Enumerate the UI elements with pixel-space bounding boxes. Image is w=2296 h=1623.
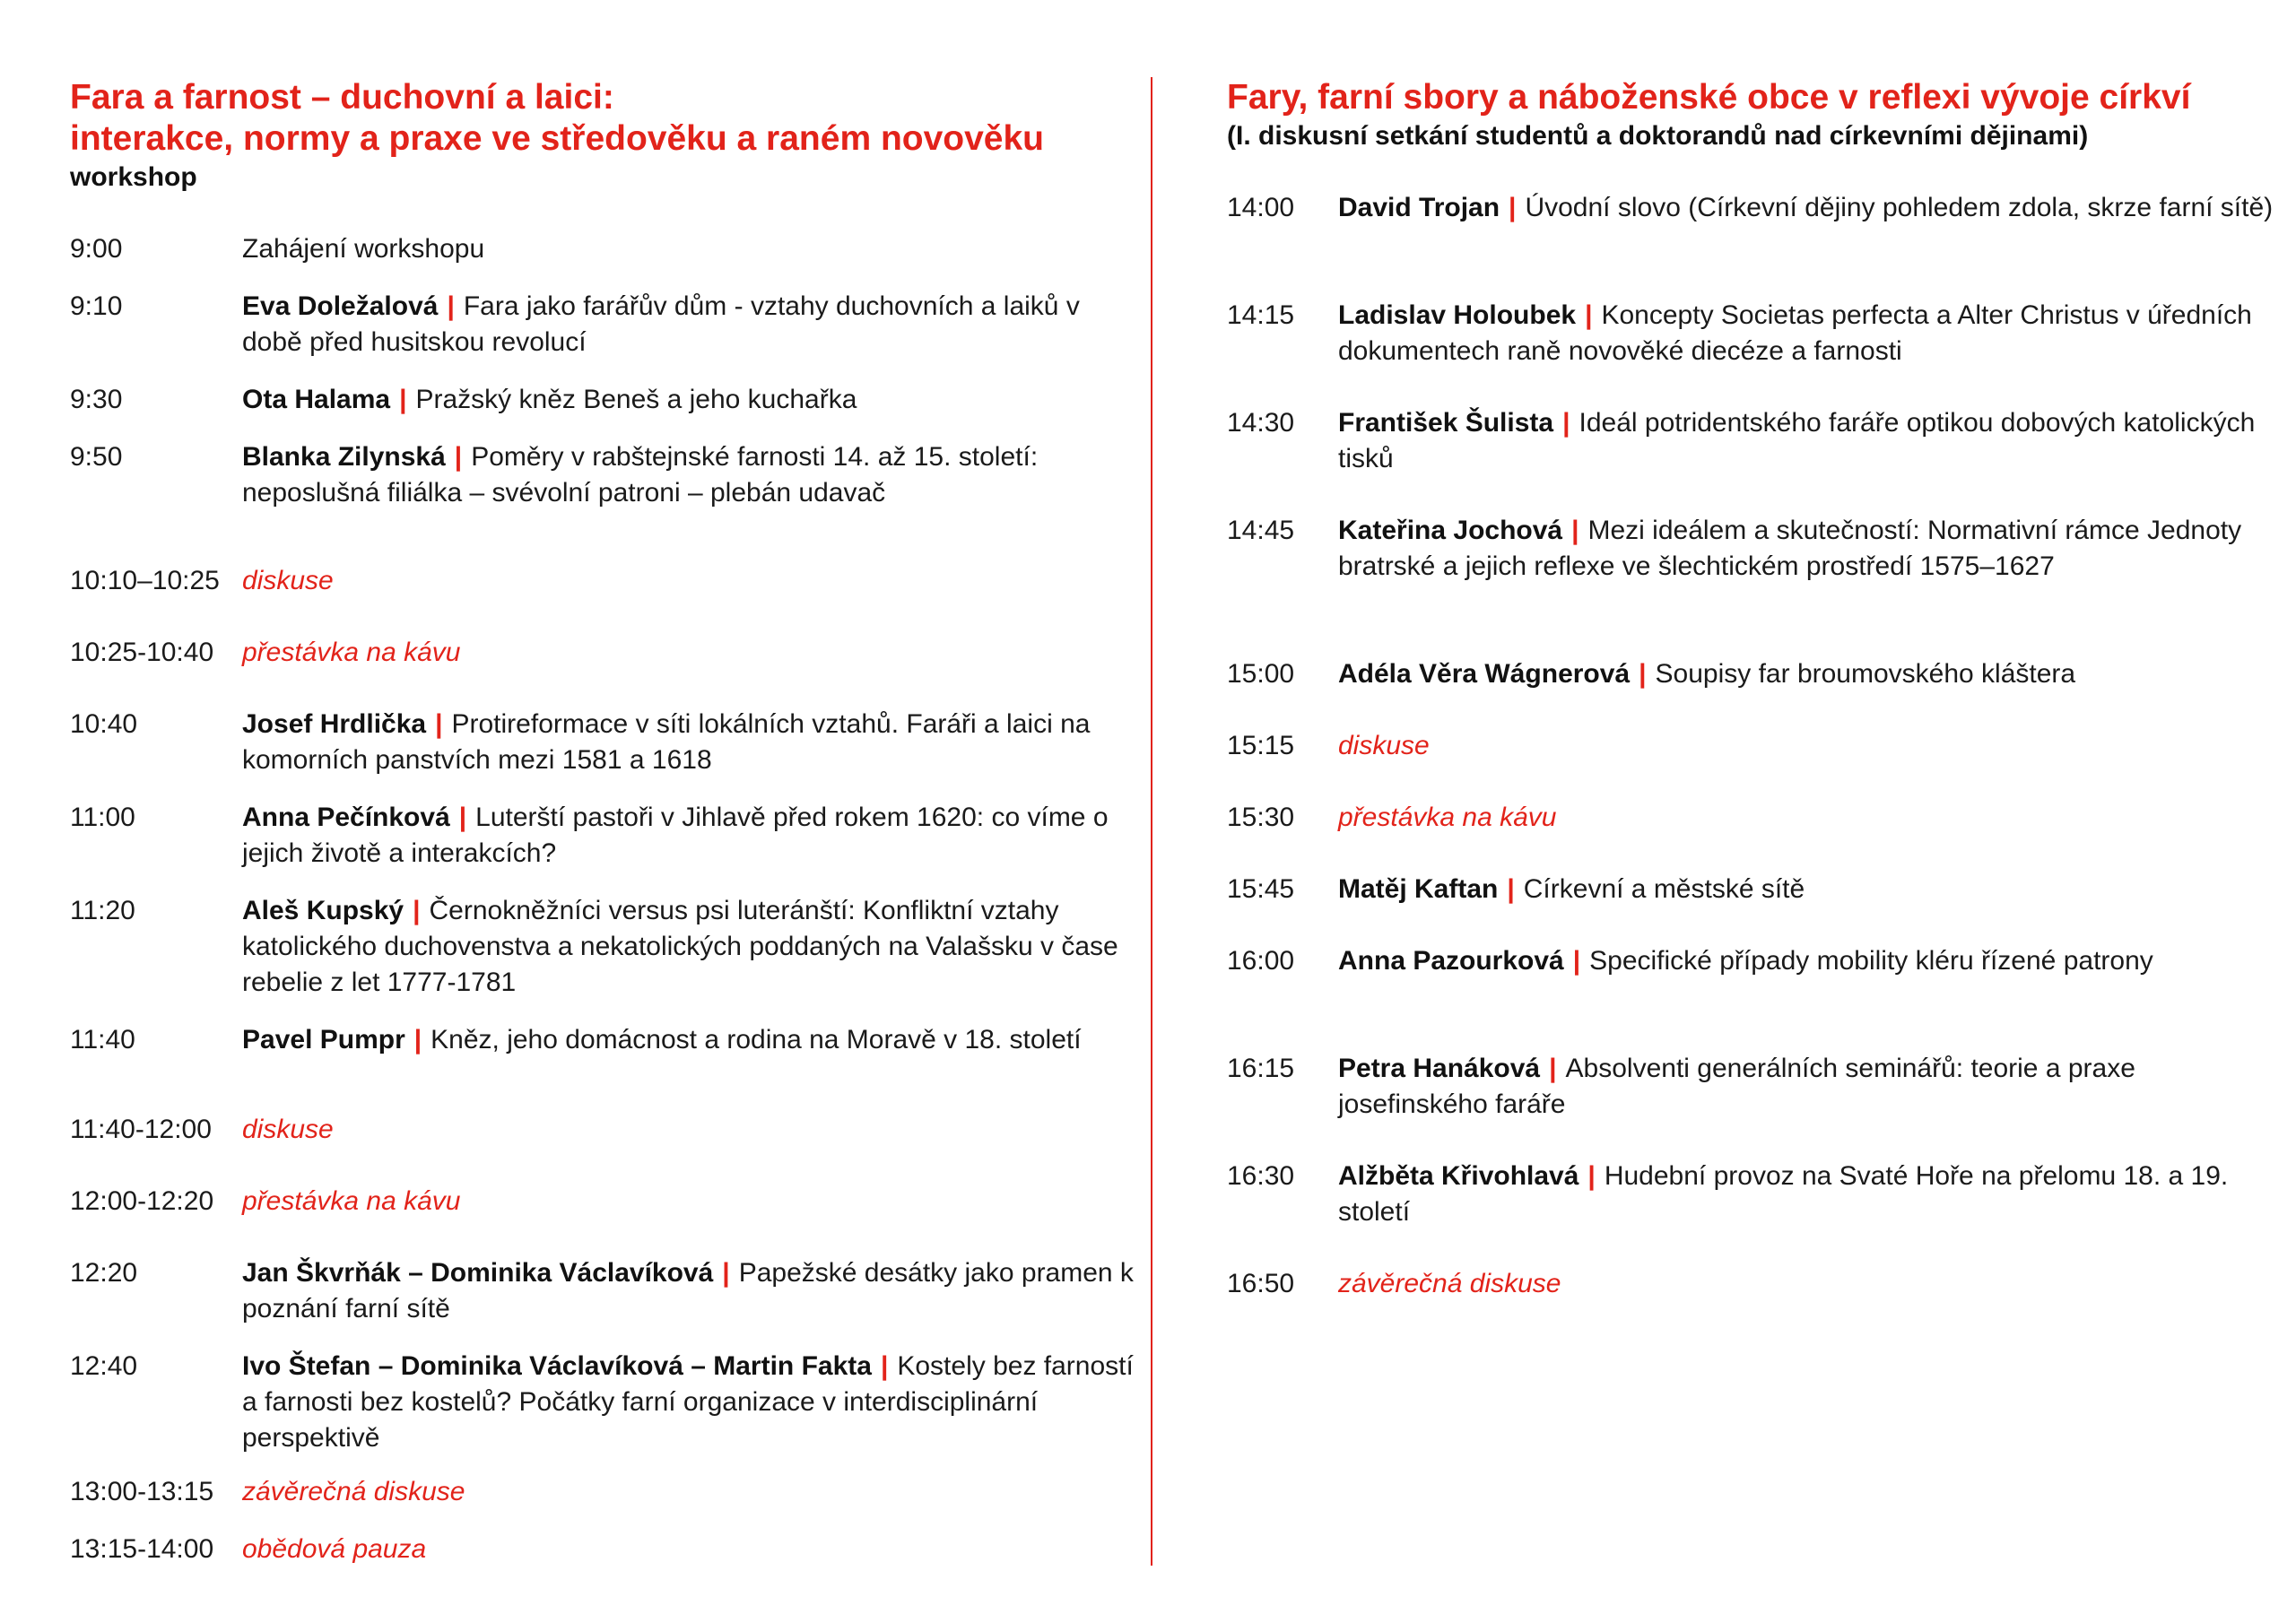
speaker-name: Eva Doležalová: [242, 291, 439, 321]
separator: |: [1507, 874, 1515, 904]
separator: |: [458, 803, 467, 832]
break-note: přestávka na kávu: [242, 1186, 461, 1216]
separator: |: [399, 385, 407, 414]
speaker-name: Matěj Kaftan: [1338, 874, 1499, 904]
program-topic: Úvodní slovo (Církevní dějiny pohledem zdola, skrze farní sítě): [1525, 193, 2274, 222]
program-text: [1338, 872, 2289, 907]
separator: |: [1587, 1161, 1596, 1191]
program-text: [242, 1184, 1139, 1219]
program-time: 11:20: [70, 896, 135, 925]
program-text: [242, 1255, 1139, 1327]
program-text: [242, 635, 1139, 671]
program-time: 9:50: [70, 442, 123, 472]
program-time: 9:00: [70, 234, 123, 264]
right-subtitle: (I. diskusní setkání studentů a doktorandů nad církevními dějinami): [1227, 121, 2089, 151]
program-time: 16:50: [1227, 1269, 1295, 1298]
speaker-name: Jan Škvrňák – Dominika Václavíková: [242, 1258, 714, 1288]
break-note: diskuse: [242, 1115, 334, 1144]
speaker-name: Ladislav Holoubek: [1338, 300, 1577, 330]
break-note: závěrečná diskuse: [1338, 1269, 1561, 1298]
program-time: 12:40: [70, 1351, 138, 1381]
speaker-name: Adéla Věra Wágnerová: [1338, 659, 1631, 689]
program-text: [1338, 513, 2289, 585]
program-topic: Protireformace v síti lokálních vztahů. Faráři a laici na komorních panstvích mezi 1581 a 1618: [242, 709, 1091, 775]
separator: |: [435, 709, 443, 739]
left-title-line2: interakce, normy a praxe ve středověku a raném novověku: [70, 119, 1045, 158]
program-text: [1338, 800, 2289, 836]
left-title-line1: Fara a farnost – duchovní a laici:: [70, 78, 614, 117]
program-time: 12:20: [70, 1258, 138, 1288]
program-topic: Černokněžníci versus psi luteránští: Konfliktní vztahy katolického duchovenstva a nekatolických poddaných na Valašsku v čase rebelie z let 1777-1781: [242, 896, 1118, 997]
program-text: [1338, 1266, 2289, 1302]
program-time: 16:00: [1227, 946, 1295, 976]
speaker-name: Anna Pečínková: [242, 803, 450, 832]
separator: |: [1639, 659, 1647, 689]
break-note: přestávka na kávu: [1338, 803, 1557, 832]
separator: |: [1549, 1054, 1557, 1083]
program-topic: Papežské desátky jako pramen k poznání farní sítě: [242, 1258, 1134, 1324]
break-note: diskuse: [1338, 731, 1430, 760]
program-time: 13:00-13:15: [70, 1477, 214, 1506]
program-text: [242, 289, 1139, 360]
separator: |: [722, 1258, 730, 1288]
speaker-name: David Trojan: [1338, 193, 1500, 222]
separator: |: [1585, 300, 1593, 330]
program-text: [242, 1112, 1139, 1148]
program-text: [242, 1022, 1139, 1058]
program-time: 14:30: [1227, 408, 1295, 438]
program-time: 9:30: [70, 385, 123, 414]
program-text: [242, 1349, 1139, 1456]
speaker-name: Ivo Štefan – Dominika Václavíková – Martin Fakta: [242, 1351, 872, 1381]
program-time: 14:45: [1227, 516, 1295, 545]
program-topic: Fara jako farářův dům - vztahy duchovních a laiků v době před husitskou revolucí: [242, 291, 1080, 357]
program-topic: Církevní a městské sítě: [1523, 874, 1805, 904]
program-text: [242, 707, 1139, 778]
speaker-name: Aleš Kupský: [242, 896, 404, 925]
program-topic: Kostely bez farností a farnosti bez kostelů? Počátky farní organizace v interdisciplinární perspektivě: [242, 1351, 1134, 1453]
separator: |: [1509, 193, 1517, 222]
program-topic: Ideál potridentského faráře optikou dobových katolických tisků: [1338, 408, 2256, 473]
speaker-name: Kateřina Jochová: [1338, 516, 1563, 545]
program-text: [242, 231, 1139, 267]
program-time: 11:40-12:00: [70, 1115, 212, 1144]
break-note: závěrečná diskuse: [242, 1477, 465, 1506]
separator: |: [1571, 516, 1579, 545]
program-time: 14:00: [1227, 193, 1295, 222]
program-time: 14:15: [1227, 300, 1295, 330]
program-text: [242, 1474, 1139, 1510]
program-topic: Koncepty Societas perfecta a Alter Christus v úředních dokumentech raně novověké diecéze a farnosti: [1338, 300, 2252, 366]
left-subtitle: workshop: [70, 162, 197, 192]
program-text: [242, 1532, 1139, 1567]
program-topic: Kněz, jeho domácnost a rodina na Moravě v 18. století: [430, 1025, 1082, 1055]
program-text: [1338, 298, 2289, 369]
separator: |: [1562, 408, 1570, 438]
separator: |: [880, 1351, 889, 1381]
break-note: obědová pauza: [242, 1534, 427, 1564]
program-time: 15:30: [1227, 803, 1295, 832]
program-time: 16:30: [1227, 1161, 1295, 1191]
speaker-name: Josef Hrdlička: [242, 709, 427, 739]
program-topic: Poměry v rabštejnské farnosti 14. až 15. století: neposlušná filiálka – svévolní patroni – plebán udavač: [242, 442, 1039, 508]
speaker-name: Pavel Pumpr: [242, 1025, 405, 1055]
program-text: [1338, 1159, 2289, 1230]
break-note: přestávka na kávu: [242, 638, 461, 667]
speaker-name: František Šulista: [1338, 408, 1554, 438]
speaker-name: Blanka Zilynská: [242, 442, 446, 472]
separator: |: [413, 1025, 422, 1055]
separator: |: [1572, 946, 1581, 976]
program-text: [1338, 943, 2289, 979]
separator: |: [413, 896, 421, 925]
program-time: 11:40: [70, 1025, 135, 1055]
program-time: 10:25-10:40: [70, 638, 214, 667]
program-text: [242, 439, 1139, 511]
separator: |: [447, 291, 455, 321]
program-text: [1338, 1051, 2289, 1123]
separator: |: [454, 442, 463, 472]
program-text: [1338, 190, 2289, 226]
program-time: 10:40: [70, 709, 138, 739]
speaker-name: Alžběta Křivohlavá: [1338, 1161, 1579, 1191]
program-topic: Specifické případy mobility kléru řízené patrony: [1589, 946, 2153, 976]
program-text: [1338, 405, 2289, 477]
program-text: [242, 382, 1139, 418]
speaker-name: Anna Pazourková: [1338, 946, 1564, 976]
program-time: 12:00-12:20: [70, 1186, 214, 1216]
program-time: 9:10: [70, 291, 123, 321]
speaker-name: Petra Hanáková: [1338, 1054, 1541, 1083]
program-topic: Hudební provoz na Svaté Hoře na přelomu 18. a 19. století: [1338, 1161, 2229, 1227]
program-time: 15:15: [1227, 731, 1295, 760]
program-text: [242, 563, 1139, 599]
program-time: 15:45: [1227, 874, 1295, 904]
program-time: 11:00: [70, 803, 135, 832]
break-note: diskuse: [242, 566, 334, 595]
right-title: Fary, farní sbory a náboženské obce v reflexi vývoje církví: [1227, 78, 2191, 117]
program-topic: Zahájení workshopu: [242, 234, 485, 264]
program-text: [1338, 728, 2289, 764]
program-topic: Mezi ideálem a skutečností: Normativní rámce Jednoty bratrské a jejich reflexe ve šlechtickém prostředí 1575–1627: [1338, 516, 2242, 581]
program-time: 15:00: [1227, 659, 1295, 689]
program-text: [1338, 656, 2289, 692]
program-topic: Luterští pastoři v Jihlavě před rokem 1620: co víme o jejich životě a interakcích?: [242, 803, 1109, 868]
column-divider: [1151, 77, 1152, 1566]
program-time: 10:10–10:25: [70, 566, 220, 595]
speaker-name: Ota Halama: [242, 385, 391, 414]
program-topic: Soupisy far broumovského kláštera: [1655, 659, 2076, 689]
program-topic: Absolventi generálních seminářů: teorie a praxe josefinského faráře: [1338, 1054, 2135, 1119]
program-time: 13:15-14:00: [70, 1534, 214, 1564]
program-topic: Pražský kněz Beneš a jeho kuchařka: [415, 385, 857, 414]
program-time: 16:15: [1227, 1054, 1295, 1083]
program-text: [242, 800, 1139, 872]
program-text: [242, 893, 1139, 1001]
